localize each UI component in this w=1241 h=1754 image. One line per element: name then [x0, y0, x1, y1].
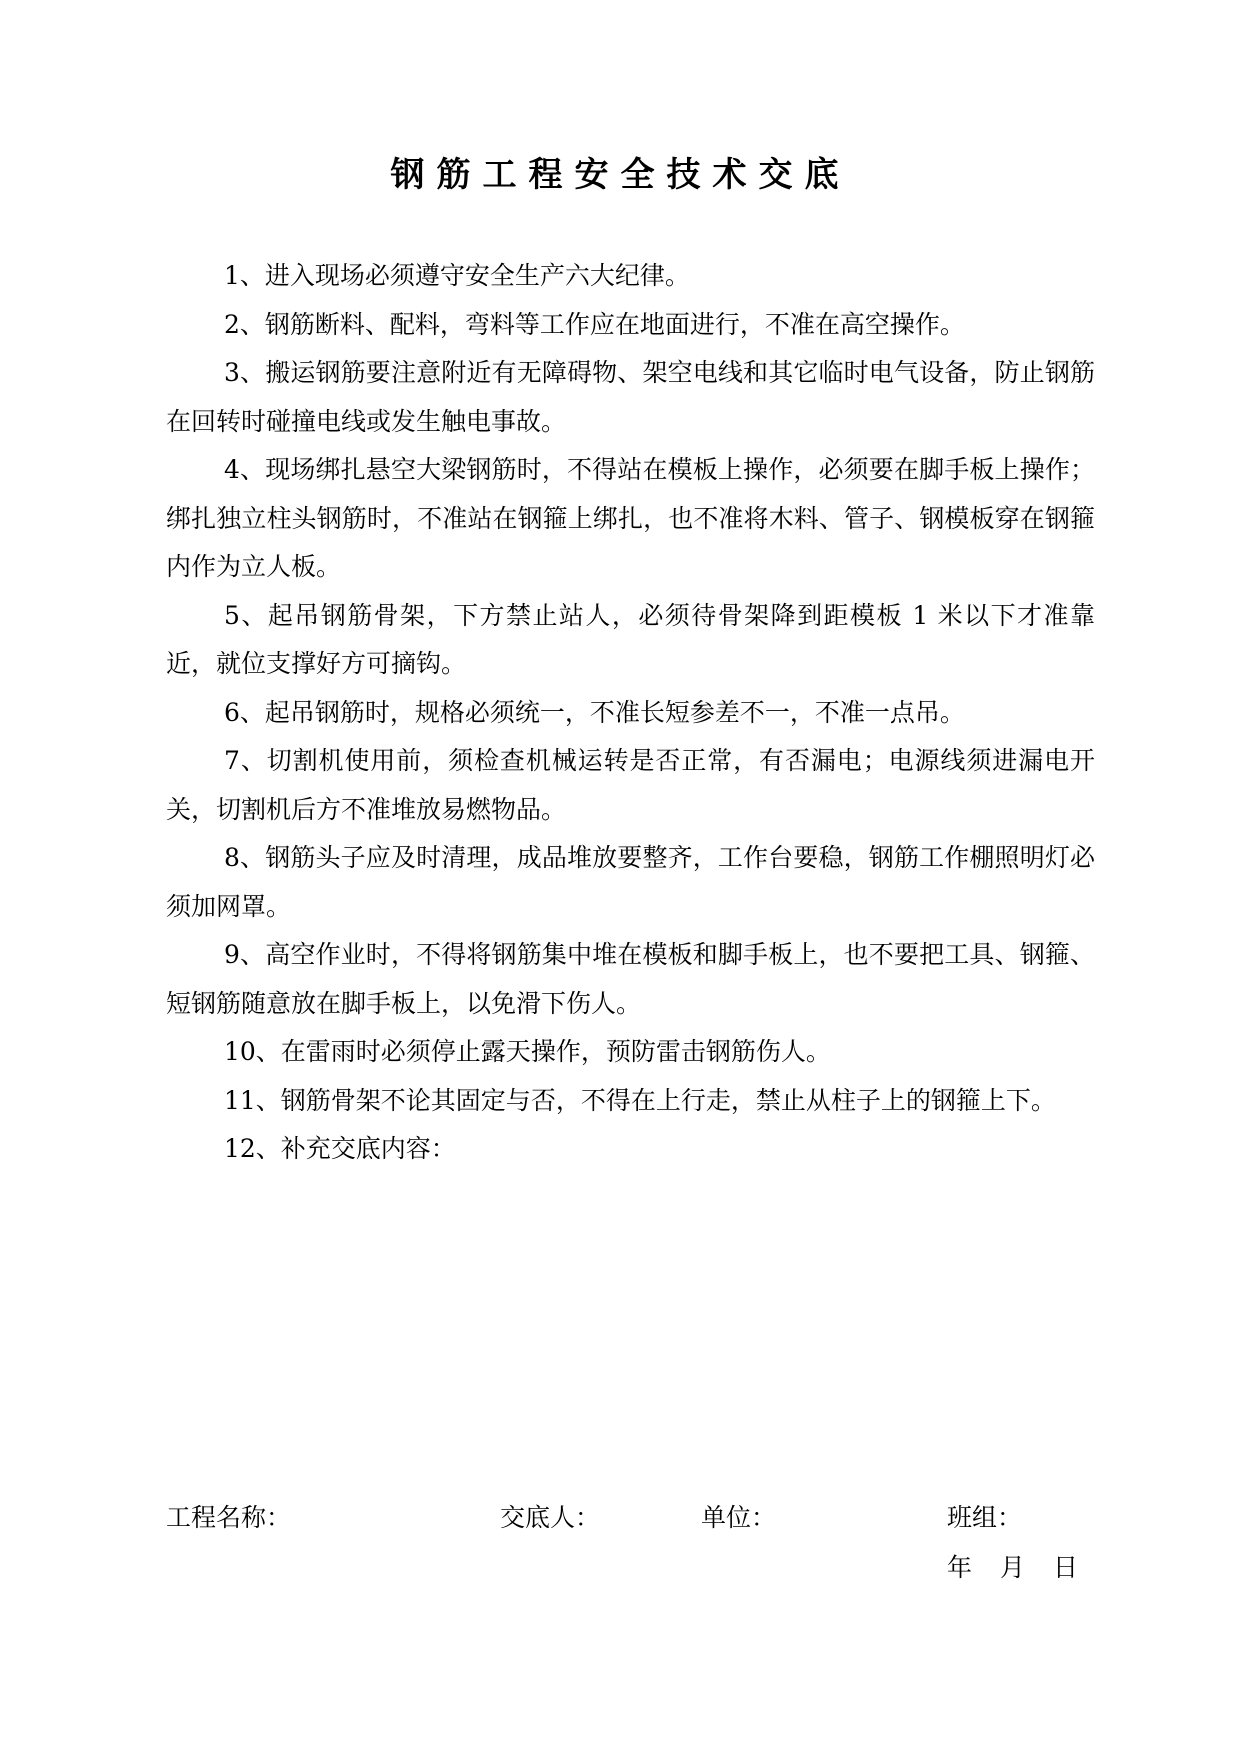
month-label: 月	[1000, 1553, 1026, 1582]
day-label: 日	[1053, 1553, 1079, 1582]
document-body	[166, 252, 1095, 1174]
item-4: 4、现场绑扎悬空大梁钢筋时，不得站在模板上操作，必须要在脚手板上操作；绑扎独立柱头钢筋时，不准站在钢箍上绑扎，也不准将木料、管子、钢模板穿在钢箍内作为立人板。	[166, 455, 1095, 581]
item-6: 6、起吊钢筋时，规格必须统一，不准长短参差不一，不准一点吊。	[224, 697, 965, 727]
item-11: 11、钢筋骨架不论其固定与否，不得在上行走，禁止从柱子上的钢箍上下。	[224, 1085, 1056, 1115]
item-8: 8、钢筋头子应及时清理，成品堆放要整齐，工作台要稳，钢筋工作棚照明灯必须加网罩。	[166, 843, 1095, 921]
year-label: 年	[947, 1553, 973, 1582]
document-title: 钢筋工程安全技术交底	[390, 155, 851, 195]
item-5: 5、起吊钢筋骨架，下方禁止站人，必须待骨架降到距模板 1 米以下才准靠近，就位支撑好方可摘钩。	[166, 600, 1095, 678]
briefer-label: 交底人：	[500, 1503, 601, 1532]
item-10: 10、在雷雨时必须停止露天操作，预防雷击钢筋伤人。	[224, 1037, 831, 1066]
item-12: 12、补充交底内容：	[224, 1134, 456, 1163]
team-label: 班组：	[947, 1503, 1023, 1532]
item-9: 9、高空作业时，不得将钢筋集中堆在模板和脚手板上，也不要把工具、钢箍、短钢筋随意放在脚手板上，以免滑下伤人。	[166, 940, 1095, 1018]
project-name-label: 工程名称：	[166, 1503, 292, 1532]
unit-label: 单位：	[701, 1503, 777, 1532]
item-3: 3、搬运钢筋要注意附近有无障碍物、架空电线和其它临时电气设备，防止钢筋在回转时碰撞电线或发生触电事故。	[166, 358, 1095, 436]
date-row	[947, 1548, 1078, 1588]
item-1: 1、进入现场必须遵守安全生产六大纪律。	[224, 261, 690, 290]
item-2: 2、钢筋断料、配料，弯料等工作应在地面进行，不准在高空操作。	[224, 309, 965, 339]
item-7: 7、切割机使用前，须检查机械运转是否正常，有否漏电；电源线须进漏电开关，切割机后方不准堆放易燃物品。	[166, 746, 1095, 824]
